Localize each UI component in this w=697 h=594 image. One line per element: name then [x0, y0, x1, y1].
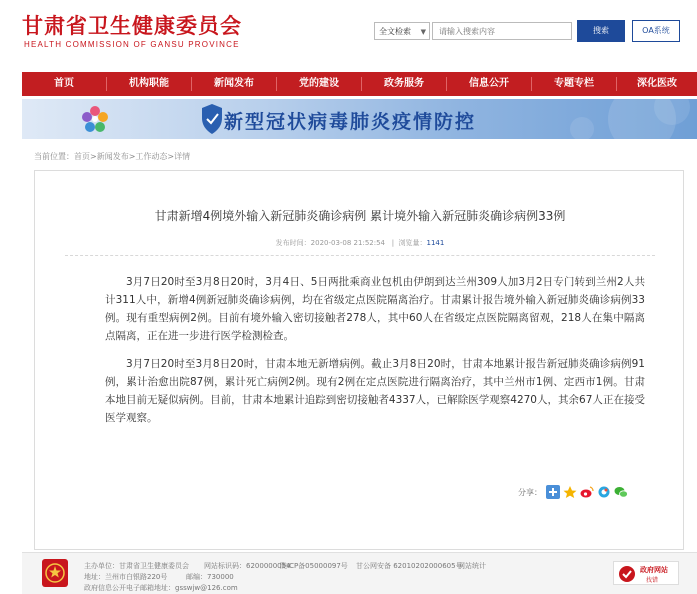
epidemic-banner[interactable]: [22, 99, 697, 139]
footer-postcode: 邮编：730000: [186, 573, 234, 581]
nav-item-reform[interactable]: 深化医改: [637, 78, 677, 89]
badge-line2: 找错: [646, 577, 659, 584]
article-panel: [34, 170, 684, 550]
footer-email[interactable]: 政府信息公开电子邮箱地址：gsswjw@126.com: [84, 584, 238, 592]
site-logo-cn[interactable]: 甘肃省卫生健康委员会: [22, 13, 242, 38]
breadcrumb: [34, 151, 190, 162]
error-report-icon: [617, 564, 637, 584]
nav-item-disclosure[interactable]: 信息公开: [469, 78, 509, 89]
weibo-icon[interactable]: [580, 485, 594, 499]
footer-police[interactable]: 甘公网安备 62010202000605号: [356, 562, 463, 570]
share-label: 分享：: [518, 488, 542, 497]
search-button[interactable]: 搜索: [577, 20, 625, 42]
footer-stats[interactable]: 网站统计: [458, 562, 486, 570]
main-nav: [22, 72, 697, 96]
view-count-label: 浏览量：: [398, 239, 427, 247]
site-header: [0, 0, 697, 72]
footer-address: 地址：兰州市白银路220号: [84, 573, 168, 581]
badge-line1: 政府网站: [640, 566, 668, 574]
breadcrumb-separator: >: [90, 152, 97, 161]
view-count: 1141: [426, 239, 445, 247]
nav-item-party[interactable]: 党的建设: [299, 78, 339, 89]
article-title: 甘肃新增4例境外输入新冠肺炎确诊病例 累计境外输入新冠肺炎确诊病例33例: [154, 209, 566, 223]
footer-icp[interactable]: 陇ICP备05000097号: [280, 562, 348, 570]
nav-item-news[interactable]: 新闻发布: [214, 78, 254, 89]
publish-date: 2020-03-08 21:52:54: [310, 239, 386, 247]
breadcrumb-item-detail: 详情: [174, 152, 191, 161]
article-paragraph: 3月7日20时至3月8日20时，3月4日、5日两批乘商业包机由伊朗到达兰州309人加3月2日专门转到兰州2人共计311人中，新增4例新冠肺炎确诊病例，均在省级定点医院隔离治疗。甘肃累计报告境外输入新冠肺炎确诊病例33例。现有重型病例2例。目前有境外输入密切接触者278人，其中60人在省级定点医院隔离留观，218人在集中隔离点隔离，正在进一步进行医学检测检查。: [105, 276, 645, 342]
qzone-icon[interactable]: [563, 485, 577, 499]
site-logo-en: HEALTH COMMISSION OF GANSU PROVINCE: [24, 40, 240, 49]
breadcrumb-separator: >: [167, 152, 175, 161]
breadcrumb-separator: >: [128, 152, 136, 161]
tencent-icon[interactable]: [597, 485, 611, 499]
breadcrumb-label: 当前位置：: [34, 152, 74, 161]
footer-site-id: 网站标识码：6200000054: [204, 562, 291, 570]
banner-title: 新型冠状病毒肺炎疫情防控: [224, 111, 477, 133]
wechat-icon[interactable]: [614, 485, 628, 499]
party-emblem-icon[interactable]: [42, 559, 68, 587]
title-divider: [65, 255, 655, 256]
emblem-symbol: [42, 559, 68, 587]
flower-icon: [80, 104, 110, 134]
footer-sponsor: 主办单位：甘肃省卫生健康委员会: [84, 562, 189, 570]
breadcrumb-item-work[interactable]: 工作动态: [135, 152, 168, 161]
breadcrumb-item-home[interactable]: 首页: [74, 152, 90, 161]
nav-item-home[interactable]: 首页: [54, 78, 74, 89]
publish-date-label: 发布时间：: [275, 239, 311, 247]
article-meta: 发布时间：2020-03-08 21:52:54 | 浏览量：1141: [275, 239, 445, 247]
article-paragraph: 3月7日20时至3月8日20时，甘肃本地无新增病例。截止3月8日20时，甘肃本地累计报告新冠肺炎确诊病例91例，累计治愈出院87例，累计死亡病例2例。现有2例在定点医院进行隔离治疗，其中兰州市1例、定西市1例。甘肃本地目前无疑似病例。目前，甘肃本地累计追踪到密切接触者4337人，已解除医学观察4270人，其余67人正在接受医学观察。: [105, 358, 645, 424]
nav-item-functions[interactable]: 机构职能: [129, 78, 169, 89]
search-scope-label: 全文检索: [379, 27, 411, 36]
virus-shield-icon: [200, 102, 224, 136]
more-share-icon[interactable]: [546, 485, 560, 499]
oa-system-button[interactable]: OA系统: [632, 20, 680, 42]
search-input[interactable]: [432, 22, 572, 40]
search-scope-select[interactable]: [374, 22, 430, 40]
chevron-down-icon: ▼: [420, 28, 426, 36]
nav-item-services[interactable]: 政务服务: [384, 78, 424, 89]
nav-item-topics[interactable]: 专题专栏: [554, 78, 594, 89]
gov-site-error-badge[interactable]: [613, 561, 679, 585]
breadcrumb-item-news[interactable]: 新闻发布: [96, 152, 129, 161]
